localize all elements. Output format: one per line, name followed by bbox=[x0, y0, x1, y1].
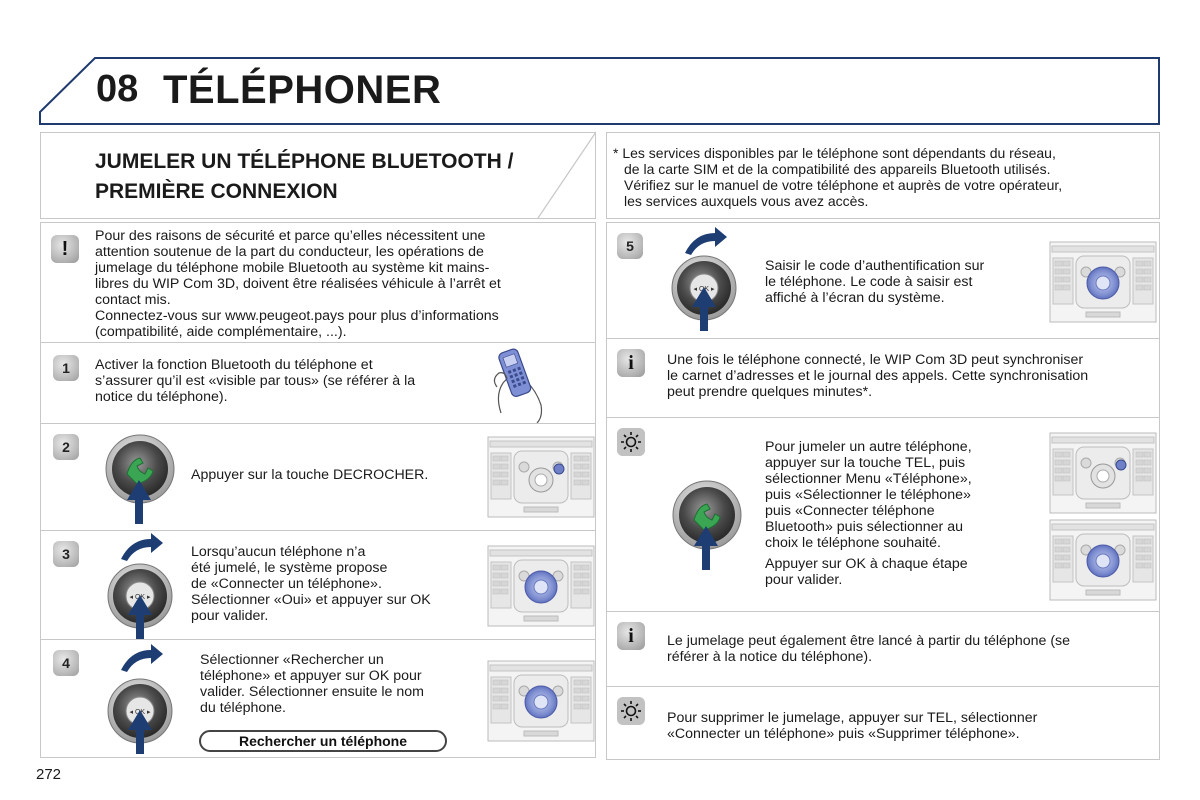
tip-delete-text bbox=[667, 710, 1155, 742]
step-line: Sélectionner «Rechercher un bbox=[200, 652, 384, 668]
footnote-line: de la carte SIM et de la compatibilité des appareils Bluetooth utilisés. bbox=[624, 161, 1051, 177]
chapter-number: 08 bbox=[96, 68, 139, 110]
step-line: le téléphone. Le code à saisir est bbox=[765, 274, 973, 290]
call-button-icon bbox=[103, 432, 177, 526]
step-line: Lorsqu’aucun téléphone n’a bbox=[191, 544, 366, 560]
info-icon: i bbox=[617, 622, 645, 650]
warning-line: Pour des raisons de sécurité et parce qu’elles nécessitent une bbox=[95, 228, 486, 244]
step-line: valider. Sélectionner ensuite le nom bbox=[200, 684, 424, 700]
step-2-box bbox=[40, 423, 596, 531]
tip-delete-box bbox=[606, 686, 1160, 760]
ok-knob-rotate-icon bbox=[103, 531, 183, 641]
tip-line: Appuyer sur OK à chaque étape bbox=[765, 556, 968, 572]
footnote-line: * Les services disponibles par le téléphone sont dépendants du réseau, bbox=[613, 145, 1056, 161]
chapter-title: TÉLÉPHONER bbox=[163, 68, 442, 112]
step-5-text bbox=[765, 258, 1045, 306]
control-panel-icon bbox=[487, 545, 595, 629]
tip-sun-icon bbox=[617, 697, 645, 725]
warning-box bbox=[40, 222, 596, 344]
tip-line: Pour jumeler un autre téléphone, bbox=[765, 439, 972, 455]
info-pairing-box bbox=[606, 611, 1160, 687]
step-number-badge: 1 bbox=[53, 355, 79, 381]
step-line: notice du téléphone). bbox=[95, 389, 228, 405]
page-number: 272 bbox=[36, 766, 62, 783]
step-1-box bbox=[40, 342, 596, 424]
info-line: référer à la notice du téléphone). bbox=[667, 649, 873, 665]
warning-line: libres du WIP Com 3D, doivent être réalisées véhicule à l’arrêt et bbox=[95, 276, 501, 292]
warning-line: jumelage du téléphone mobile Bluetooth au système kit mains- bbox=[95, 260, 490, 276]
tip-line: Pour supprimer le jumelage, appuyer sur TEL, sélectionner bbox=[667, 710, 1038, 726]
tip-line: sélectionner Menu «Téléphone», bbox=[765, 471, 972, 487]
ok-knob-rotate-icon bbox=[667, 225, 747, 335]
step-line: s’assurer qu’il est «visible par tous» (se référer à la bbox=[95, 373, 416, 389]
control-panel-icon bbox=[487, 436, 595, 520]
step-line: affiché à l’écran du système. bbox=[765, 290, 945, 306]
footnote-text bbox=[613, 145, 1153, 209]
step-line: été jumelé, le système propose bbox=[191, 560, 388, 576]
info-sync-text bbox=[667, 352, 1155, 400]
step-line: téléphone» et appuyer sur OK pour bbox=[200, 668, 422, 684]
warning-text bbox=[95, 228, 590, 340]
info-icon: i bbox=[617, 349, 645, 377]
control-panel-icon bbox=[487, 660, 595, 744]
tip-line: puis «Connecter téléphone bbox=[765, 503, 935, 519]
tip-line: pour valider. bbox=[765, 572, 843, 588]
info-sync-box bbox=[606, 338, 1160, 418]
warning-line: contact mis. bbox=[95, 292, 171, 308]
footnote-line: Vérifiez sur le manuel de votre téléphone et auprès de votre opérateur, bbox=[624, 177, 1063, 193]
info-line: peut prendre quelques minutes*. bbox=[667, 384, 873, 400]
step-number-badge: 2 bbox=[53, 434, 79, 460]
tip-other-phone-box bbox=[606, 417, 1160, 612]
step-line: de «Connecter un téléphone». bbox=[191, 576, 382, 592]
footnote-line: les services auxquels vous avez accès. bbox=[624, 193, 869, 209]
step-line: Sélectionner «Oui» et appuyer sur OK bbox=[191, 592, 431, 608]
search-phone-menu-label: Rechercher un téléphone bbox=[199, 730, 447, 752]
control-panel-icon bbox=[1049, 432, 1157, 516]
warning-line: (compatibilité, aide complémentaire, ...). bbox=[95, 324, 347, 340]
step-3-box bbox=[40, 530, 596, 640]
step-4-text bbox=[200, 652, 480, 716]
control-panel-icon bbox=[1049, 241, 1157, 325]
tip-other-phone-text bbox=[765, 439, 1045, 588]
footnote-box bbox=[606, 132, 1160, 219]
step-number-badge: 5 bbox=[617, 233, 643, 259]
tip-line: appuyer sur la touche TEL, puis bbox=[765, 455, 966, 471]
step-line: du téléphone. bbox=[200, 700, 286, 716]
step-line: Activer la fonction Bluetooth du téléphone et bbox=[95, 357, 373, 373]
step-5-box bbox=[606, 222, 1160, 339]
step-number-badge: 4 bbox=[53, 650, 79, 676]
step-1-text bbox=[95, 357, 475, 405]
call-button-icon bbox=[670, 478, 744, 572]
exclamation-icon: ! bbox=[51, 235, 79, 263]
control-panel-icon bbox=[1049, 519, 1157, 603]
tip-sun-icon bbox=[617, 428, 645, 456]
tip-line: choix le téléphone souhaité. bbox=[765, 535, 941, 551]
step-line: Saisir le code d’authentification sur bbox=[765, 258, 985, 274]
info-line: le carnet d’adresses et le journal des appels. Cette synchronisation bbox=[667, 368, 1089, 384]
tip-line: Bluetooth» puis sélectionner au bbox=[765, 519, 963, 535]
ok-knob-rotate-icon bbox=[103, 642, 183, 758]
warning-line: Connectez-vous sur www.peugeot.pays pour plus d’informations bbox=[95, 308, 499, 324]
tip-line: «Connecter un téléphone» puis «Supprimer téléphone». bbox=[667, 726, 1020, 742]
step-line: pour valider. bbox=[191, 608, 269, 624]
tip-line: puis «Sélectionner le téléphone» bbox=[765, 487, 971, 503]
section-title bbox=[95, 147, 585, 207]
step-3-text bbox=[191, 544, 481, 624]
step-number-badge: 3 bbox=[53, 541, 79, 567]
info-line: Une fois le téléphone connecté, le WIP Com 3D peut synchroniser bbox=[667, 352, 1084, 368]
mobile-phone-in-hand-icon bbox=[481, 343, 555, 423]
info-pairing-text bbox=[667, 633, 1155, 665]
step-line: Appuyer sur la touche DECROCHER. bbox=[191, 467, 429, 483]
section-title-line-1: JUMELER UN TÉLÉPHONE BLUETOOTH / bbox=[95, 150, 514, 173]
info-line: Le jumelage peut également être lancé à partir du téléphone (se bbox=[667, 633, 1071, 649]
warning-line: attention soutenue de la part du conducteur, les opérations de bbox=[95, 244, 484, 260]
step-2-text bbox=[191, 467, 491, 483]
section-title-line-2: PREMIÈRE CONNEXION bbox=[95, 180, 338, 203]
